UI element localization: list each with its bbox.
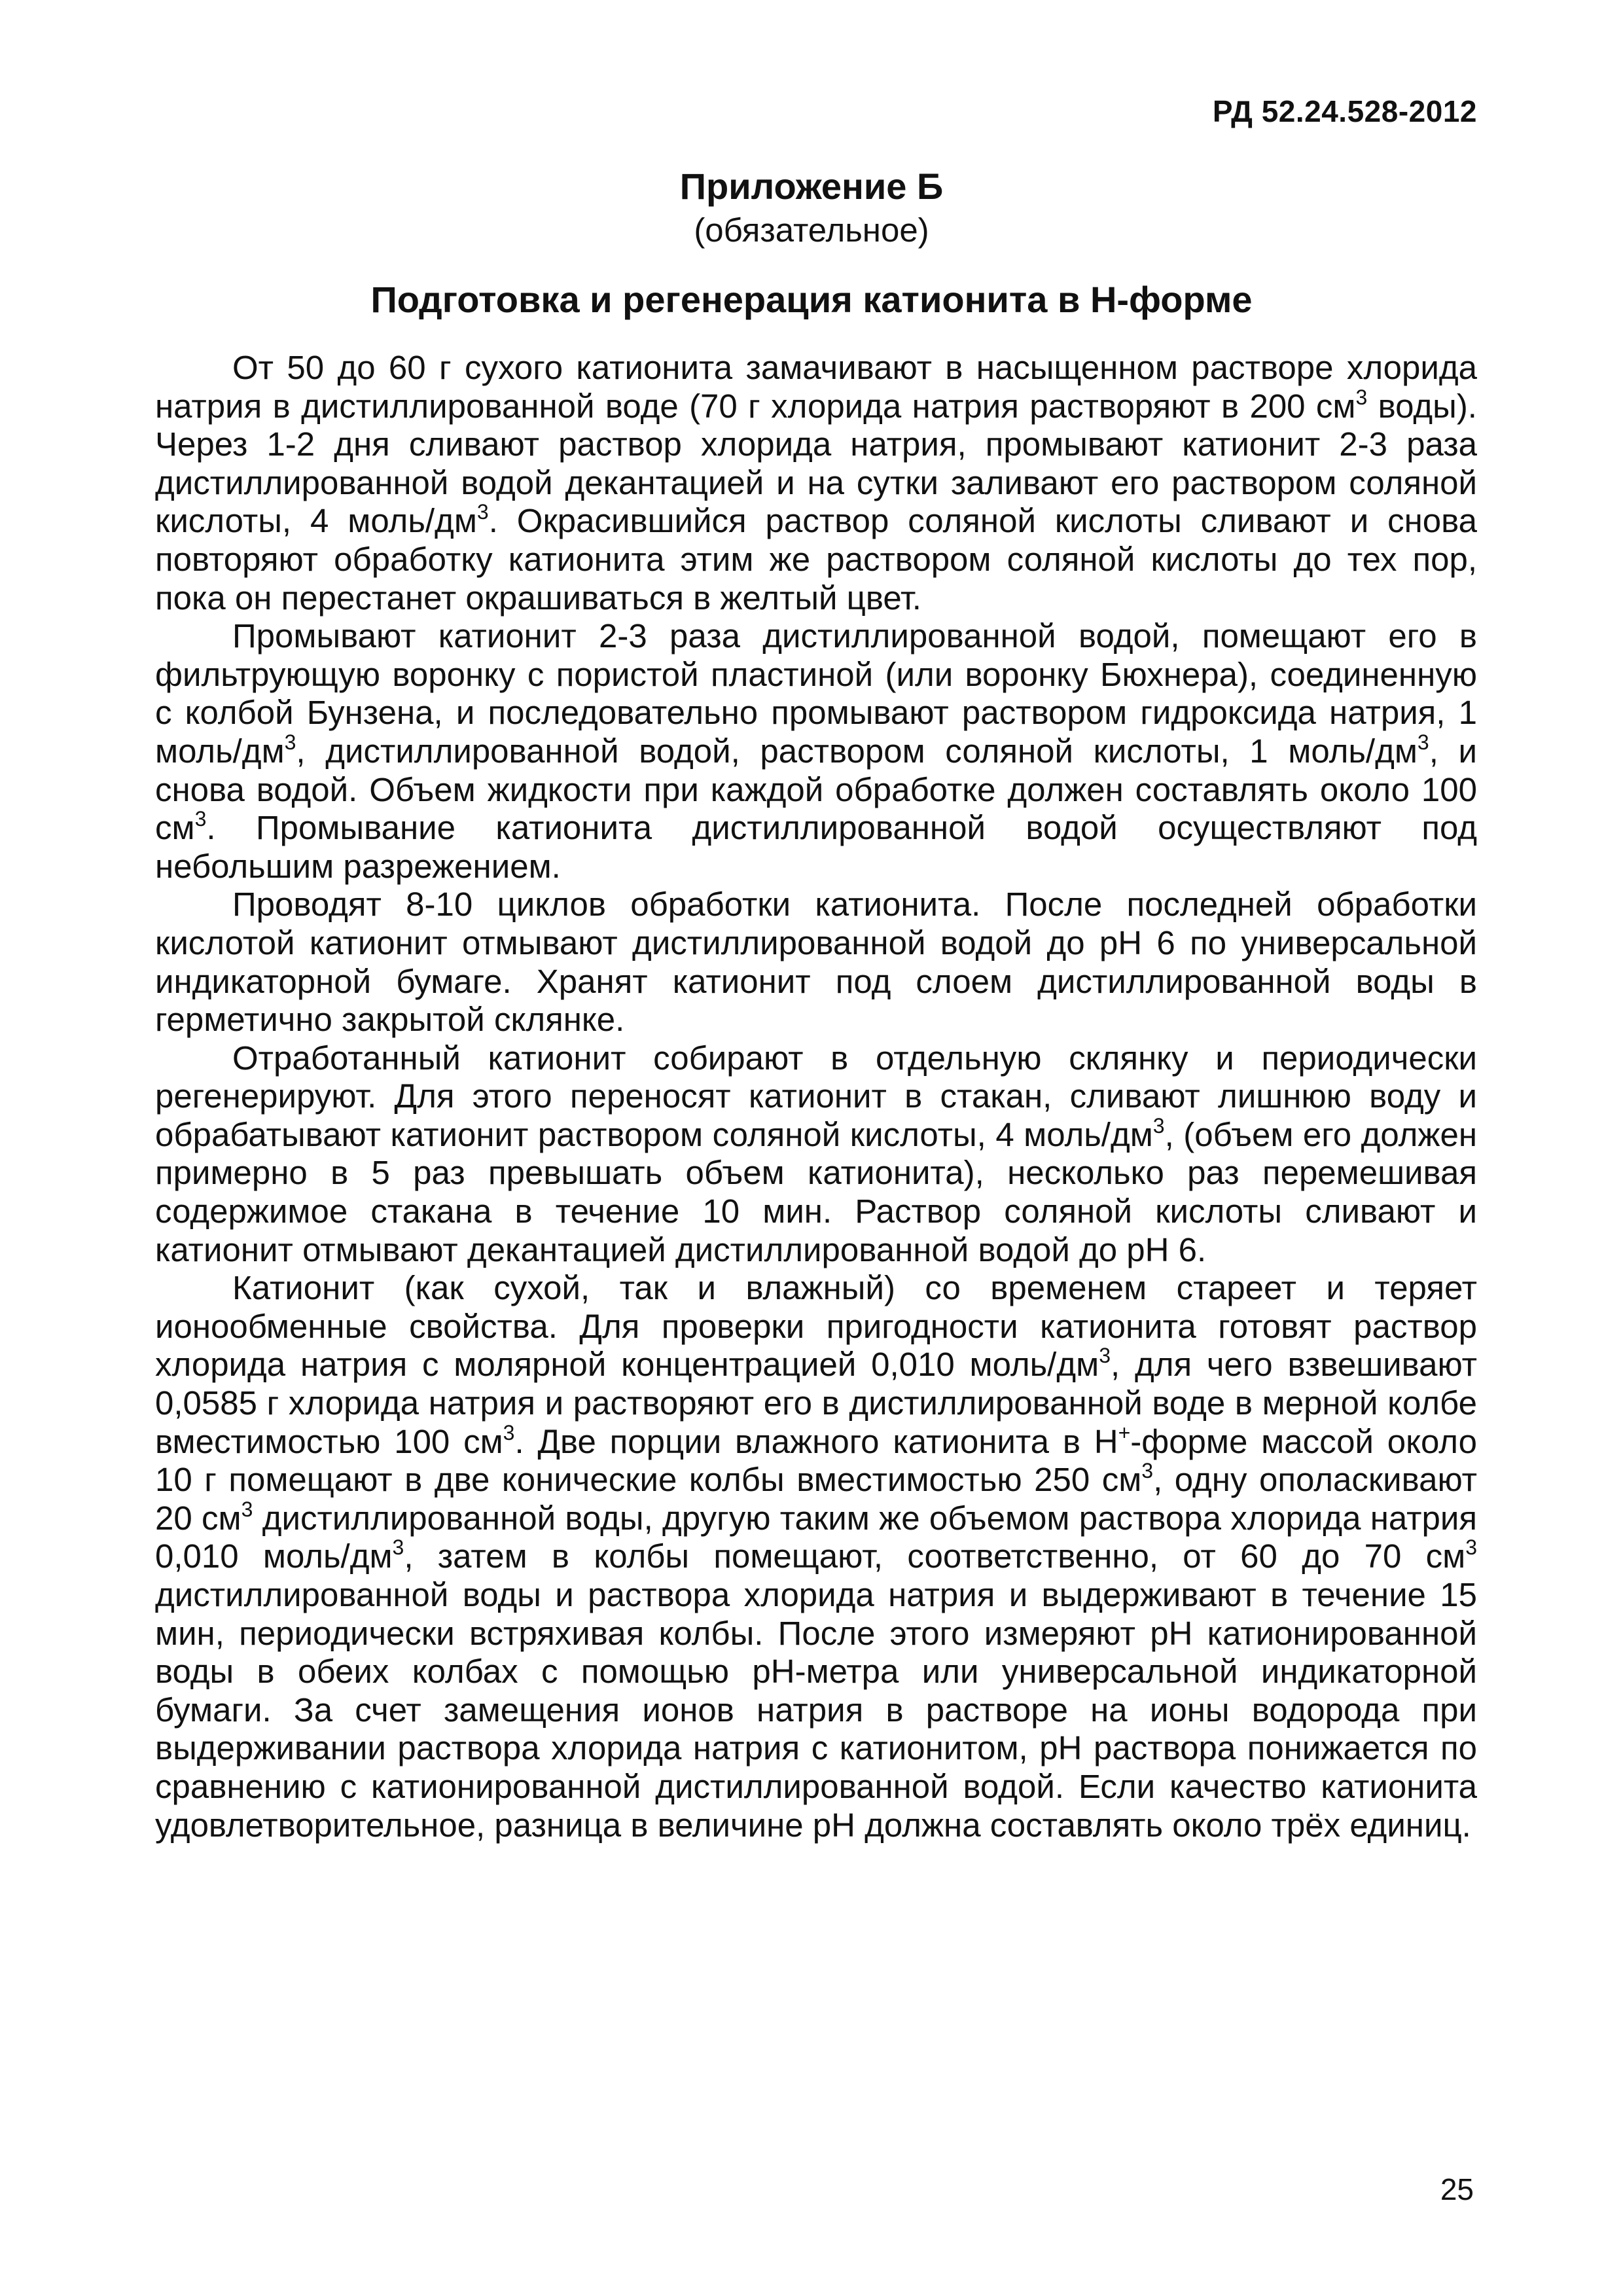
superscript: 3: [1099, 1344, 1111, 1368]
superscript: 3: [194, 807, 207, 831]
appendix-status: (обязательное): [694, 211, 929, 249]
document-code: РД 52.24.528-2012: [1212, 94, 1477, 128]
paragraph: Проводят 8-10 циклов обработки катионита. После последней обработки кислотой катионит отмывают дистиллированной водой до рН 6 по универсальной индикаторной бумаге. Хранят катионит под слоем дистиллированной воды в герметично закрытой склянке.: [155, 886, 1477, 1039]
superscript: 3: [284, 730, 296, 754]
superscript: 3: [1355, 385, 1368, 409]
superscript: 3: [1152, 1113, 1165, 1138]
paragraph: Отработанный катионит собирают в отдельную склянку и периодически регенерируют. Для этого переносят катионит в стакан, сливают лишнюю воду и обрабатывают катионит раствором соляной кислоты, 4 моль/$дм^3$, (объем его должен примерно в 5 раз превышать объем катионита), несколько раз перемешивая содержимое стакана в течение 10 мин. Раствор соляной кислоты сливают и катионит отмывают декантацией дистиллированной водой до рН 6.: [155, 1039, 1477, 1268]
superscript: 3: [1417, 730, 1429, 754]
superscript: +: [1118, 1420, 1131, 1444]
body-text: [155, 349, 1477, 1844]
superscript: 3: [476, 500, 489, 524]
section-title: Подготовка и регенерация катионита в Н-форме: [370, 279, 1253, 320]
paragraph: От 50 до 60 г сухого катионита замачивают в насыщенном растворе хлорида натрия в дистиллированной воде (70 г хлорида натрия растворяют в 200 $см^3$ воды). Через 1-2 дня сливают раствор хлорида натрия, промывают катионит 2-3 раза дистиллированной водой декантацией и на сутки заливают его раствором соляной кислоты, 4 моль/$дм^3$. Окрасившийся раствор соляной кислоты сливают и снова повторяют обработку катионита этим же раствором соляной кислоты до тех пор, пока он перестанет окрашиваться в желтый цвет.: [155, 349, 1478, 617]
paragraph: Промывают катионит 2-3 раза дистиллированной водой, помещают его в фильтрующую воронку с пористой пластиной (или воронку Бюхнера), соединенную с колбой Бунзена, и последовательно промывают раствором гидроксида натрия, 1 моль/$дм^3$, дистиллированной водой, раствором соляной кислоты, 1 моль/$дм^3$, и снова водой. Объем жидкости при каждой обработке должен составлять около 100 $см^3$. Промывание катионита дистиллированной водой осуществляют под небольшим разрежением.: [155, 617, 1478, 885]
superscript: 3: [1465, 1535, 1477, 1560]
superscript: 3: [392, 1535, 404, 1560]
superscript: 3: [1141, 1459, 1154, 1483]
paragraph: Катионит (как сухой, так и влажный) со временем стареет и теряет ионообменные свойства. Для проверки пригодности катионита готовят раствор хлорида натрия с молярной концентрацией 0,010 моль/$дм^3$, для чего взвешивают 0,0585 г хлорида натрия и растворяют его в дистиллированной воде в мерной колбе вместимостью 100 $см^3$. Две порции влажного катионита в Н+-форме массой около 10 г помещают в две конические колбы вместимостью 250 $см^3$, одну ополаскивают 20 $см^3$ дистиллированной воды, другую таким же объемом раствора хлорида натрия 0,010 моль/$дм^3$, затем в колбы помещают, соответственно, от 60 до 70 $см^3$ дистиллированной воды и раствора хлорида натрия и выдерживают в течение 15 мин, периодически встряхивая колбы. После этого измеряют рН катионированной воды в обеих колбах с помощью рН-метра или универсальной индикаторной бумаги. За счет замещения ионов натрия в растворе на ионы водорода при выдерживании раствора хлорида натрия с катионитом, рН раствора понижается по сравнению с катионированной дистиллированной водой. Если качество катионита удовлетворительное, разница в величине рН должна составлять около трёх единиц.: [155, 1269, 1478, 1844]
superscript: 3: [503, 1420, 515, 1444]
appendix-title: Приложение Б: [679, 166, 944, 207]
page-number: 25: [1440, 2172, 1474, 2206]
superscript: 3: [241, 1497, 253, 1521]
